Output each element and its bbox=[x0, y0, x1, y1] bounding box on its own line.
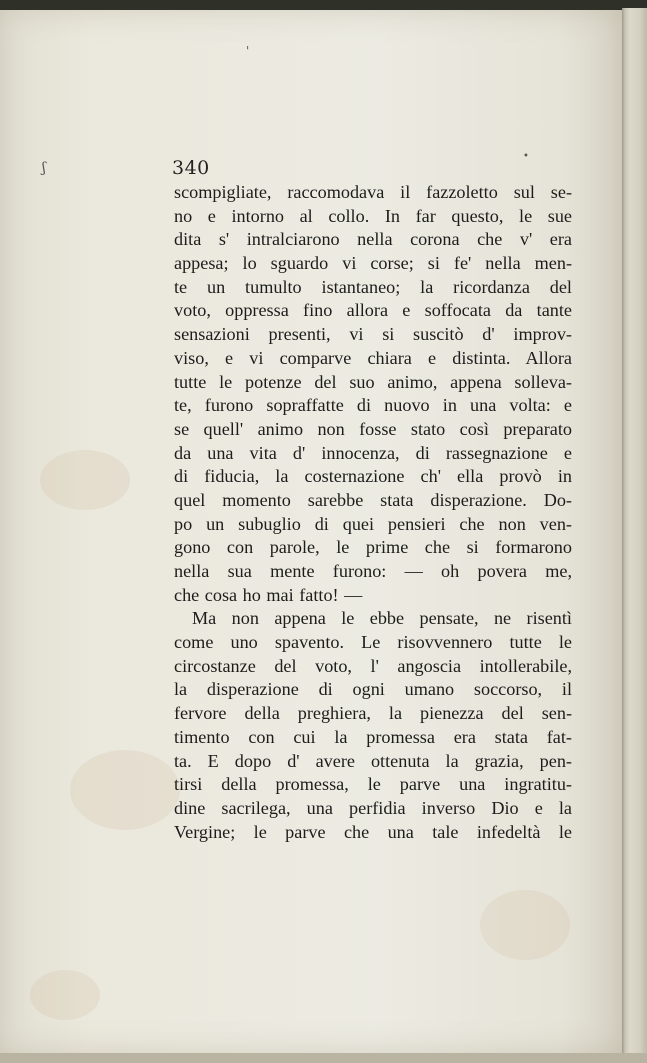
text-line: no e intorno al collo. In far questo, le sue bbox=[174, 205, 572, 226]
text-line: tutte le potenze del suo animo, appena solleva- bbox=[174, 371, 572, 392]
foxing-stain bbox=[30, 970, 100, 1020]
text-line: viso, e vi comparve chiara e distinta. Allora bbox=[174, 347, 572, 368]
text-line: gono con parole, le prime che si formarono bbox=[174, 537, 572, 558]
text-line: appesa; lo sguardo vi corse; si fe' nella men- bbox=[174, 253, 572, 274]
text-line: nella sua mente furono: — oh povera me, bbox=[174, 561, 572, 581]
text-line: dine sacrilega, una perfidia inverso Dio e la bbox=[174, 797, 572, 818]
text-line: sensazioni presenti, vi si suscitò d' improv- bbox=[174, 324, 572, 345]
text-line: voto, oppressa fino allora e soffocata da tante bbox=[174, 300, 572, 321]
text-line: di fiducia, la costernazione ch' ella provò in bbox=[174, 466, 572, 487]
page-fore-edge bbox=[622, 8, 647, 1058]
page-number: 340 bbox=[172, 157, 210, 179]
text-line: che cosa ho mai fatto! — bbox=[174, 584, 363, 605]
foxing-stain bbox=[70, 750, 180, 830]
ink-speck: • bbox=[523, 151, 529, 162]
text-line: dita s' intralciarono nella corona che v' era bbox=[174, 229, 572, 250]
text-line: quel momento sarebbe stata disperazione. Do- bbox=[174, 489, 572, 510]
text-line: se quell' animo non fosse stato così preparato bbox=[174, 418, 572, 439]
text-line: te, furono sopraffatte di nuovo in una volta: e bbox=[174, 395, 572, 416]
text-line: te un tumulto istantaneo; la ricordanza del bbox=[174, 276, 572, 297]
text-line: tirsi della promessa, le parve una ingratitu- bbox=[174, 774, 572, 795]
text-line: circostanze del voto, l' angoscia intollerabile, bbox=[174, 655, 572, 676]
text-line: po un subuglio di quei pensieri che non ven- bbox=[174, 513, 572, 534]
text-line: la disperazione di ogni umano soccorso, il bbox=[174, 679, 572, 700]
text-line: scompigliate, raccomodava il fazzoletto sul se- bbox=[174, 182, 572, 202]
text-line: timento con cui la promessa era stata fat- bbox=[174, 726, 572, 747]
ink-speck: ʃ bbox=[42, 160, 46, 176]
foxing-stain bbox=[40, 450, 130, 510]
text-line: come uno spavento. Le risovvennero tutte le bbox=[174, 632, 572, 653]
text-line: ta. E dopo d' avere ottenuta la grazia, pen- bbox=[174, 750, 572, 771]
foxing-stain bbox=[480, 890, 570, 960]
text-line: Ma non appena le ebbe pensate, ne risentì bbox=[192, 608, 572, 629]
body-text bbox=[174, 181, 572, 844]
text-line: da una vita d' innocenza, di rassegnazione e bbox=[174, 442, 572, 463]
text-line: fervore della preghiera, la pienezza del sen- bbox=[174, 703, 572, 724]
text-line: Vergine; le parve che una tale infedeltà le bbox=[174, 821, 572, 842]
ink-speck: ' bbox=[246, 44, 250, 58]
bottom-edge bbox=[0, 1053, 647, 1063]
